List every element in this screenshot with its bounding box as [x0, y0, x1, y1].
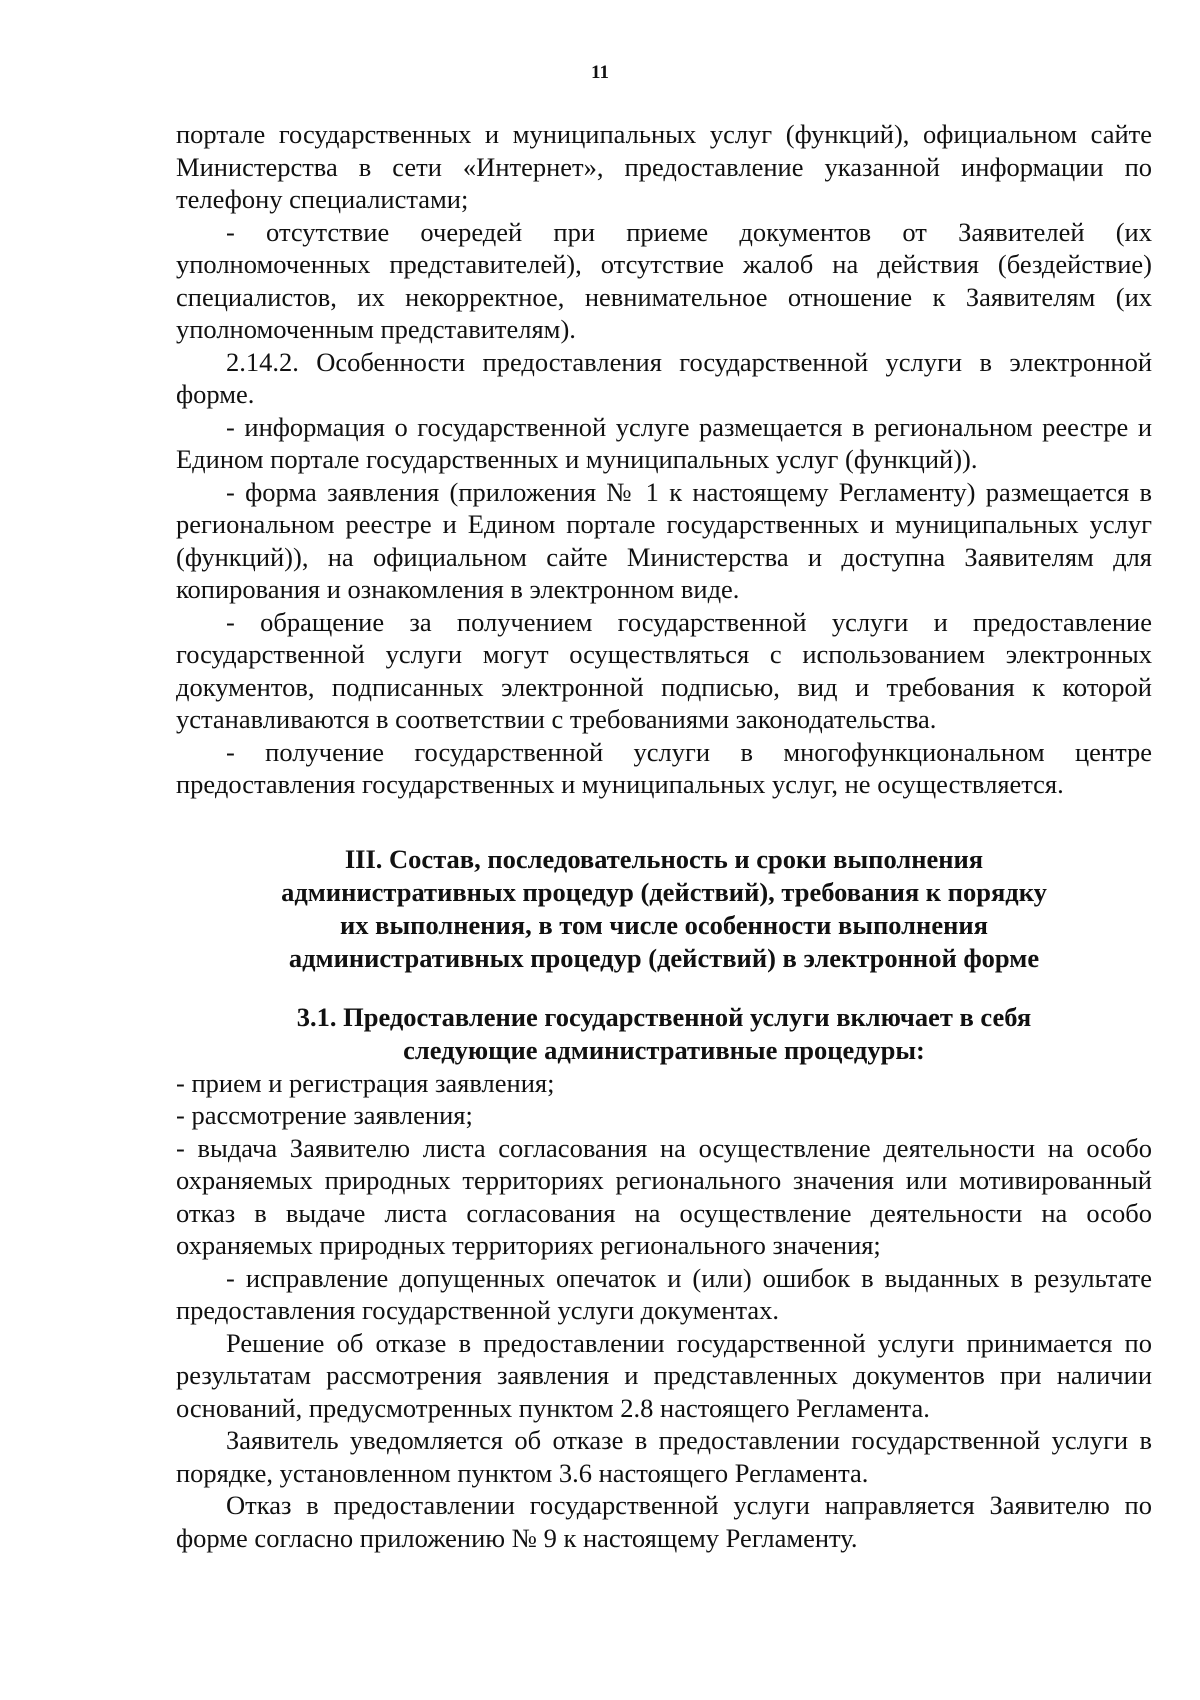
subsection-heading-line: следующие административные процедуры: — [403, 1034, 925, 1065]
paragraph-mfc: - получение государственной услуги в многофункциональном центре предоставления государственных и муниципальных услуг, не осуществляется. — [176, 736, 1152, 799]
subsection-heading-line: 3.1. Предоставление государственной услуги включает в себя — [296, 1001, 1032, 1032]
paragraph-registry-info: - информация о государственной услуге размещается в региональном реестре и Едином портале государственных и муниципальных услуг (функций)). — [176, 411, 1152, 474]
paragraph-refusal-decision: Решение об отказе в предоставлении государственной услуги принимается по результатам рассмотрения заявления и представленных документов при наличии оснований, предусмотренных пунктом 2.8 настоящего Регламента. — [176, 1327, 1152, 1423]
section-heading-line: их выполнения, в том числе особенности выполнения — [340, 909, 988, 940]
section-heading-line: административных процедур (действий), требования к порядку — [281, 876, 1047, 907]
paragraph-no-queues: - отсутствие очередей при приеме документов от Заявителей (их уполномоченных представителей), отсутствие жалоб на действия (бездействие) специалистов, их некорректное, невнимательное отношение к Заявителям (их уполномоченным представителям). — [176, 216, 1152, 344]
paragraph-application-form: - форма заявления (приложения № 1 к настоящему Регламенту) размещается в региональном реестре и Едином портале государственных и муниципальных услуг (функций)), на официальном сайте Министерства и доступна Заявителям для копирования и ознакомления в электронном виде. — [176, 476, 1152, 604]
paragraph-refusal-form: Отказ в предоставлении государственной услуги направляется Заявителю по форме согласно приложению № 9 к настоящему Регламенту. — [176, 1490, 1152, 1553]
procedure-item: - прием и регистрация заявления; — [176, 1067, 555, 1098]
section-heading-line: административных процедур (действий) в электронной форме — [288, 942, 1040, 973]
paragraph-continuation: портале государственных и муниципальных услуг (функций), официальном сайте Министерства в сети «Интернет», предоставление указанной информации по телефону специалистами; — [176, 119, 1152, 214]
procedure-item: - выдача Заявителю листа согласования на осуществление деятельности на особо охраняемых природных территориях регионального значения или мотивированный отказ в выдаче листа согласования на осуществление деятельности на особо охраняемых природных территориях регионального значения; — [176, 1132, 1152, 1260]
subsection-heading — [176, 1001, 1152, 1067]
paragraph-electronic-documents: - обращение за получением государственной услуги и предоставление государственной услуги могут осуществляться с использованием электронных документов, подписанных электронной подписью, вид и требования к которой устанавливаются в соответствии с требованиями законодательства. — [176, 606, 1152, 734]
page-number: 11 — [591, 62, 609, 83]
paragraph-2-14-2: 2.14.2. Особенности предоставления государственной услуги в электронной форме. — [176, 346, 1152, 409]
paragraph-applicant-notified: Заявитель уведомляется об отказе в предоставлении государственной услуги в порядке, установленном пунктом 3.6 настоящего Регламента. — [176, 1425, 1152, 1488]
section-heading — [176, 843, 1152, 975]
document-body — [176, 118, 1152, 1554]
procedure-item: - исправление допущенных опечаток и (или) ошибок в выданных в результате предоставления государственной услуги документах. — [176, 1262, 1152, 1325]
section-heading-line: III. Состав, последовательность и сроки выполнения — [344, 843, 984, 874]
procedure-item: - рассмотрение заявления; — [176, 1100, 473, 1130]
